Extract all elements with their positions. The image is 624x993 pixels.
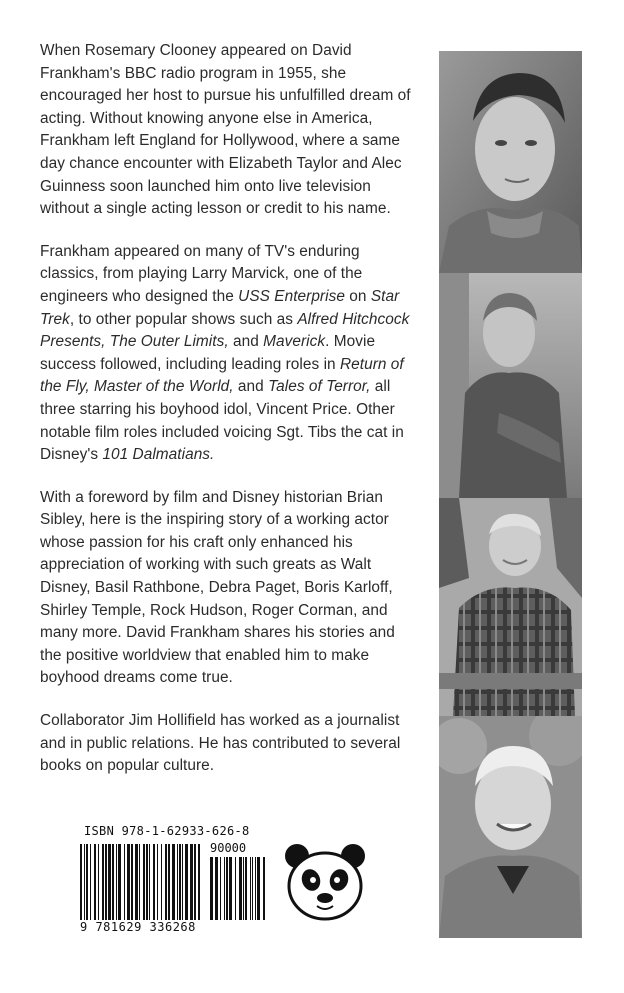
panda-publisher-logo (281, 838, 369, 926)
isbn-barcode (80, 824, 285, 936)
barcode-digits: 9 781629 336268 (80, 920, 196, 934)
back-cover-text (40, 40, 418, 798)
price-code: 90000 (210, 841, 247, 855)
portrait-photo-middle (439, 273, 582, 498)
portrait-photo-plaid-shirt (439, 498, 582, 716)
paragraph-2: Frankham appeared on many of TV's enduring classics, from playing Larry Marvick, one of the engineers who designed the USS Enterprise on Star Trek, to other popular shows such as Alfred Hitchcock Presents, The Outer Limits, and Maverick. Movie success followed, including leading roles in Return of the Fly, Master of the World, and Tales of Terror, all three starring his boyhood idol, Vincent Price. Other notable film roles included voicing Sgt. Tibs the cat in Disney's 101 Dalmatians. (40, 242, 410, 464)
photo-strip (439, 51, 582, 938)
paragraph-3: With a foreword by film and Disney historian Brian Sibley, here is the inspiring story of a working actor whose passion for his craft only enhanced his appreciation of working with such greats as Walt Disney, Basil Rathbone, Debra Paget, Boris Karloff, Shirley Temple, Rock Hudson, Roger Corman, and many more. David Frankham shares his stories and the positive worldview that enabled him to make boyhood dreams come true. (40, 488, 395, 687)
paragraph-4: Collaborator Jim Hollifield has worked as a journalist and in public relations. He has contributed to several books on popular culture. (40, 712, 401, 775)
portrait-photo-young (439, 51, 582, 273)
isbn-number: ISBN 978-1-62933-626-8 (84, 824, 250, 838)
addon-barcode-bars (210, 857, 270, 920)
paragraph-1: When Rosemary Clooney appeared on David Frankham's BBC radio program in 1955, she encouraged her host to pursue his unfulfilled dream of acting. Without knowing anyone else in America, Frankham left England for Hollywood, where a same day chance encounter with Elizabeth Taylor and Alec Guinness soon launched him onto live television without a single acting lesson or credit to his name. (40, 42, 411, 218)
ean-barcode-bars (80, 844, 205, 920)
portrait-photo-older (439, 716, 582, 938)
